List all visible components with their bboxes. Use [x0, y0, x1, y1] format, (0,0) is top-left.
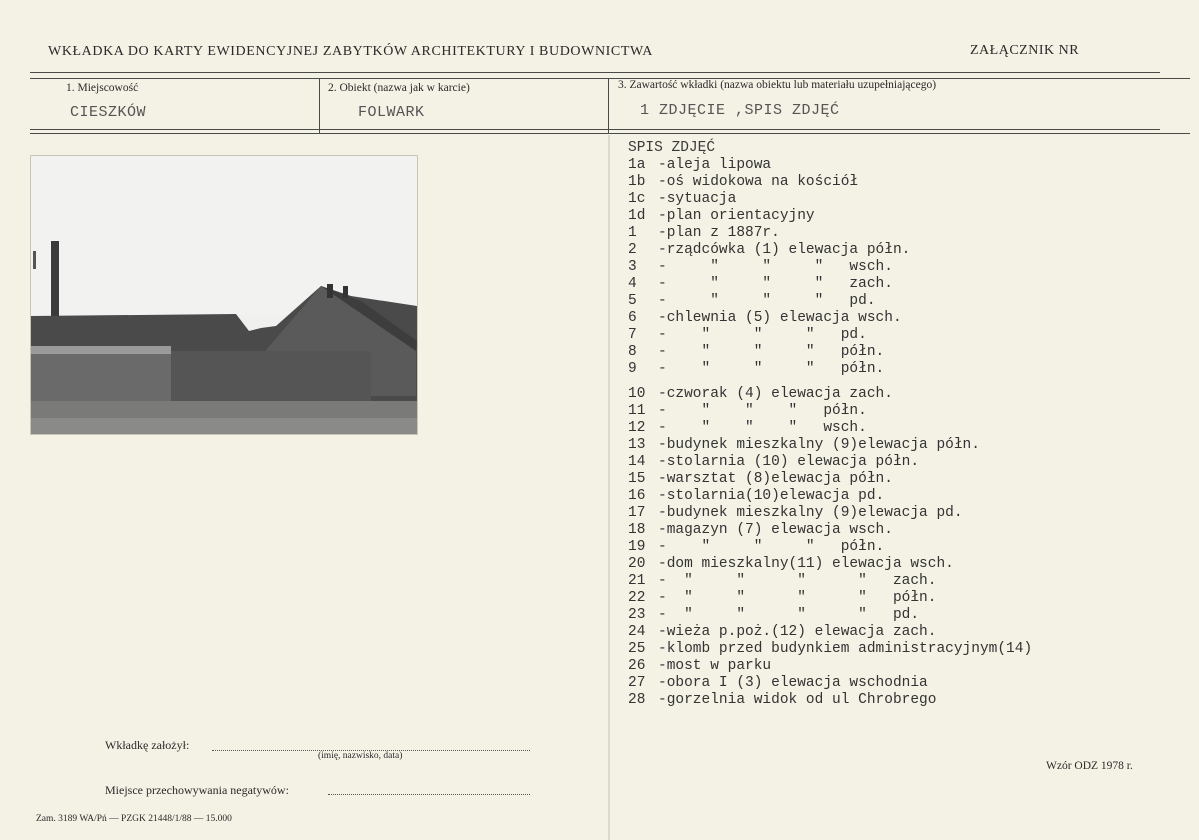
photo-list-item-number: 13: [628, 437, 646, 453]
photo-list-item-number: 1a: [628, 157, 646, 173]
negatives-line: [328, 794, 530, 795]
photo-list-item: [628, 539, 1032, 556]
photo-list-item-text: - " " " pd.: [658, 293, 876, 309]
photo-list-item: [628, 692, 1032, 709]
photo-list-item-number: 4: [628, 276, 637, 292]
photo-list-item: [628, 157, 1032, 174]
fields-bottom-rule-2: [30, 129, 1160, 130]
photo-list-item: [628, 573, 1032, 590]
photo-list-item-text: - " " " " zach.: [658, 573, 937, 589]
photo-list-item: [628, 344, 1032, 361]
photo-list-item-text: -budynek mieszkalny (9)elewacja pd.: [658, 505, 963, 521]
photo-list-item: [628, 505, 1032, 522]
photo-list-item-number: 17: [628, 505, 646, 521]
building-photo: [30, 155, 418, 435]
photo-list-item-text: -czworak (4) elewacja zach.: [658, 386, 893, 402]
photo-list-item: [628, 208, 1032, 225]
photo-list-item: [628, 624, 1032, 641]
photo-list: [628, 140, 1032, 709]
photo-list-item-number: 3: [628, 259, 637, 275]
contents-label: 3. Zawartość wkładki (nazwa obiektu lub materiału uzupełniającego): [618, 79, 937, 91]
photo-list-item: [628, 437, 1032, 454]
photo-list-item-number: 22: [628, 590, 646, 606]
photo-list-item: [628, 454, 1032, 471]
photo-list-item: [628, 556, 1032, 573]
photo-list-item-text: -aleja lipowa: [658, 157, 772, 173]
contents-value: 1 ZDJĘCIE ,SPIS ZDJĘĆ: [640, 102, 840, 119]
photo-list-item-number: 18: [628, 522, 646, 538]
photo-list-item: [628, 225, 1032, 242]
page-fold: [608, 135, 610, 840]
photo-list-item: [628, 259, 1032, 276]
photo-list-item-number: 1: [628, 225, 637, 241]
photo-list-item: [628, 658, 1032, 675]
photo-list-item-number: 14: [628, 454, 646, 470]
photo-list-item-text: -obora I (3) elewacja wschodnia: [658, 675, 928, 691]
photo-list-item-number: 1d: [628, 208, 646, 224]
photo-list-item-text: - " " " wsch.: [658, 259, 893, 275]
photo-list-item: [628, 191, 1032, 208]
photo-list-rows: [628, 157, 1032, 709]
photo-list-item: [628, 471, 1032, 488]
photo-list-item-text: - " " " zach.: [658, 276, 893, 292]
photo-list-item-number: 6: [628, 310, 637, 326]
form-title: WKŁADKA DO KARTY EWIDENCYJNEJ ZABYTKÓW ARCHITEKTURY I BUDOWNICTWA: [48, 44, 653, 59]
fields-divider-1: [319, 79, 320, 133]
photo-list-item-text: -wieża p.poż.(12) elewacja zach.: [658, 624, 937, 640]
photo-list-item-text: - " " " wsch.: [658, 420, 867, 436]
photo-list-item: [628, 174, 1032, 191]
photo-list-item-text: -klomb przed budynkiem administracyjnym(14): [658, 641, 1033, 657]
photo-list-item-text: - " " " półn.: [658, 344, 885, 360]
photo-list-item-text: -most w parku: [658, 658, 772, 674]
founded-label: Wkładkę założył:: [105, 738, 190, 752]
fields-divider-2: [608, 79, 609, 133]
photo-list-item-number: 8: [628, 344, 637, 360]
photo-list-item-number: 12: [628, 420, 646, 436]
photo-list-item-text: - " " " " półn.: [658, 590, 937, 606]
photo-list-item-text: - " " " półn.: [658, 361, 885, 377]
negatives-label: Miejsce przechowywania negatywów:: [105, 783, 289, 797]
photo-list-item-number: 20: [628, 556, 646, 572]
photo-list-item: [628, 310, 1032, 327]
photo-list-item: [628, 522, 1032, 539]
photo-list-item: [628, 590, 1032, 607]
photo-list-item-number: 15: [628, 471, 646, 487]
photo-list-item-text: - " " " półn.: [658, 539, 885, 555]
photo-list-item-number: 1b: [628, 174, 646, 190]
photo-list-item-number: 21: [628, 573, 646, 589]
photo-list-item-number: 27: [628, 675, 646, 691]
photo-list-item-number: 23: [628, 607, 646, 623]
photo-list-item-number: 26: [628, 658, 646, 674]
photo-list-item: [628, 242, 1032, 259]
photo-list-item-text: -oś widokowa na kościół: [658, 174, 859, 190]
photo-list-item: [628, 488, 1032, 505]
photo-list-item-text: -rządcówka (1) elewacja półn.: [658, 242, 911, 258]
photo-list-item-number: 7: [628, 327, 637, 343]
photo-list-item-number: 19: [628, 539, 646, 555]
building-photo-image: [31, 156, 417, 434]
template-label: Wzór ODZ 1978 r.: [1046, 760, 1133, 772]
photo-list-item: [628, 386, 1032, 403]
photo-list-item: [628, 403, 1032, 420]
photo-list-item: [628, 675, 1032, 692]
object-value: FOLWARK: [358, 104, 425, 121]
photo-list-item-text: -warsztat (8)elewacja półn.: [658, 471, 893, 487]
photo-list-item-text: -dom mieszkalny(11) elewacja wsch.: [658, 556, 954, 572]
photo-list-title: SPIS ZDJĘĆ: [628, 140, 716, 156]
photo-list-item-number: 24: [628, 624, 646, 640]
photo-list-item-text: -sytuacja: [658, 191, 737, 207]
photo-list-item-number: 1c: [628, 191, 646, 207]
annex-label: ZAŁĄCZNIK NR: [970, 43, 1080, 58]
header-mid-rule: [30, 78, 1190, 79]
photo-list-item-number: 2: [628, 242, 637, 258]
header-top-rule: [30, 72, 1160, 73]
photo-list-item: [628, 276, 1032, 293]
print-info: Zam. 3189 WA/Pń — PZGK 21448/1/88 — 15.000: [36, 814, 232, 824]
photo-list-item-number: 10: [628, 386, 646, 402]
photo-list-item-text: -gorzelnia widok od ul Chrobrego: [658, 692, 937, 708]
photo-list-item-number: 25: [628, 641, 646, 657]
photo-list-item: [628, 641, 1032, 658]
photo-list-item: [628, 293, 1032, 310]
photo-list-item-number: 16: [628, 488, 646, 504]
photo-list-item: [628, 607, 1032, 624]
photo-list-item-number: 11: [628, 403, 646, 419]
photo-list-item-number: 28: [628, 692, 646, 708]
photo-list-item-text: -stolarnia(10)elewacja pd.: [658, 488, 885, 504]
photo-list-item-text: -magazyn (7) elewacja wsch.: [658, 522, 893, 538]
photo-list-item-text: -stolarnia (10) elewacja półn.: [658, 454, 920, 470]
photo-list-item-text: -plan orientacyjny: [658, 208, 815, 224]
photo-list-item: [628, 420, 1032, 437]
photo-list-item-text: - " " " " pd.: [658, 607, 920, 623]
photo-list-item: [628, 361, 1032, 378]
fields-bottom-rule: [30, 133, 1190, 134]
photo-list-item-text: -chlewnia (5) elewacja wsch.: [658, 310, 902, 326]
photo-list-item-text: - " " " półn.: [658, 403, 867, 419]
photo-list-item-number: 9: [628, 361, 637, 377]
photo-list-item-number: 5: [628, 293, 637, 309]
founded-hint: (imię, nazwisko, data): [318, 751, 403, 761]
photo-list-item-text: -budynek mieszkalny (9)elewacja półn.: [658, 437, 980, 453]
locality-label: 1. Miejscowość: [66, 82, 139, 94]
photo-list-item: [628, 327, 1032, 344]
locality-value: CIESZKÓW: [70, 104, 147, 121]
photo-list-item-text: - " " " pd.: [658, 327, 867, 343]
object-label: 2. Obiekt (nazwa jak w karcie): [328, 82, 470, 94]
photo-list-item-text: -plan z 1887r.: [658, 225, 780, 241]
